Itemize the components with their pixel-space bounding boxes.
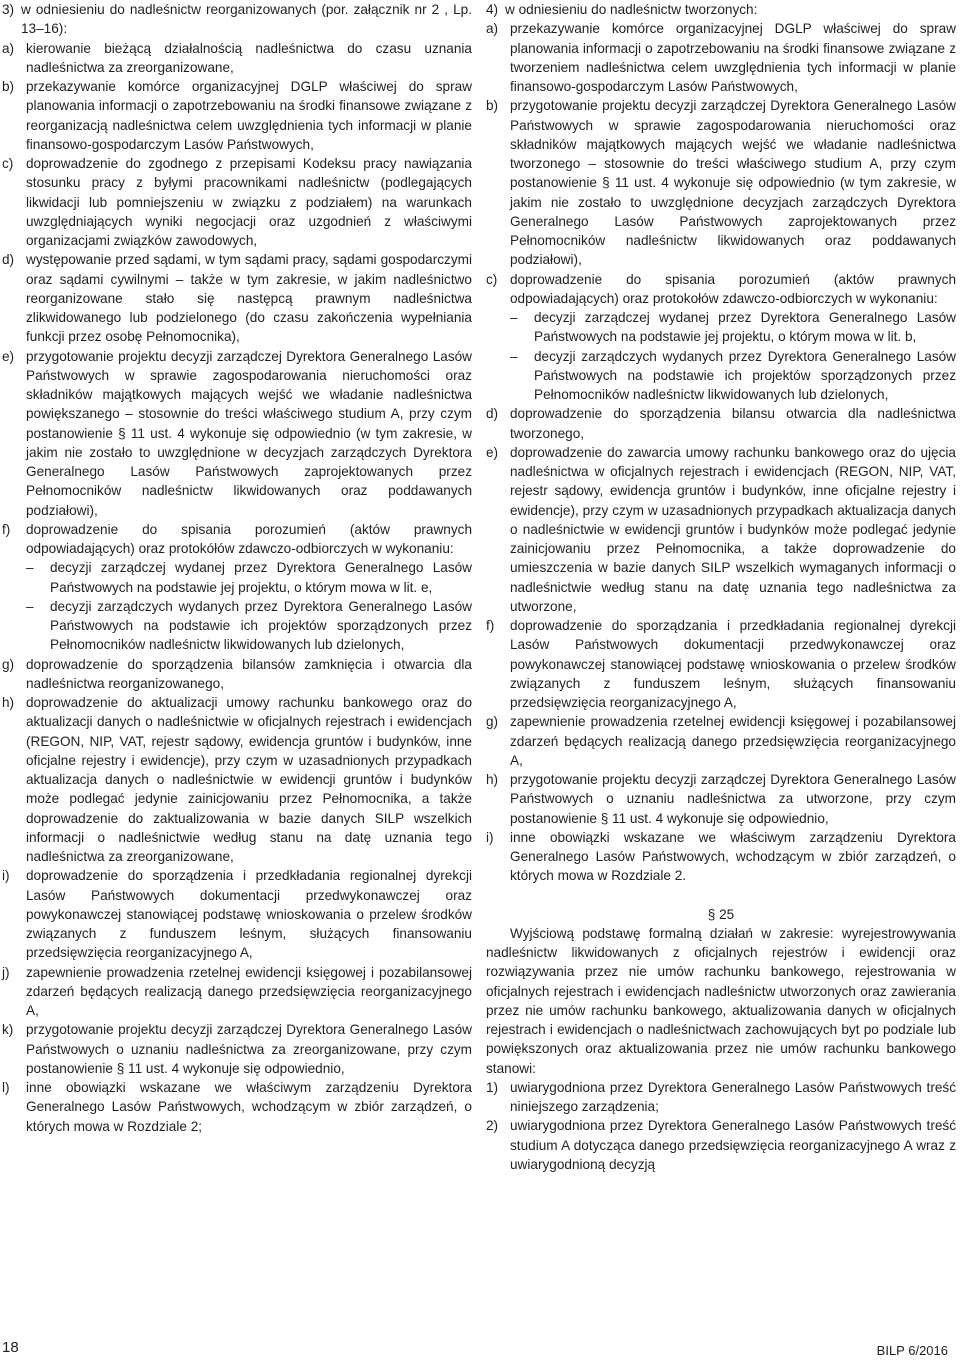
list-item-text: uwiarygodniona przez Dyrektora Generalnego Lasów Państwowych treść studium A dotycząca danego przedsięwzięcia reorganizacyjnego A wraz z uwiarygodnioną decyzją [510, 1118, 956, 1172]
list-item [2, 655, 472, 694]
publication-label: BILP 6/2016 [876, 1343, 948, 1358]
right-sublist [486, 308, 956, 404]
paragraph-text: w odniesieniu do nadleśnictw tworzonych: [505, 2, 758, 17]
list-marker: f) [2, 521, 11, 537]
list-marker: – [26, 598, 34, 614]
list-item [486, 712, 956, 770]
list-marker: d) [2, 252, 15, 268]
list-item [486, 96, 956, 269]
list-item-text: doprowadzenie do zawarcia umowy rachunku bankowego oraz do ujęcia nadleśnictwa w oficjalnych rejestrach i ewidencjach (REGON, NIP, VAT, rejestr sądowy, ewidencja gruntów i budynków, inne oficjalne rejestry i ewidencje), przy czym w uzasadnionych przypadkach aktualizacja danych o nadleśnictwie w ewidencji gruntów i budynków może podlegać jedynie zainicjowaniu przez Pełnomocnika, a także doprowadzenie do umieszczenia w bazie danych SILP wszelkich wymaganych informacji o nadleśnictwie według stanu na datę uznania tego nadleśnictwa za utworzone, [510, 444, 956, 614]
list-item-text: przygotowanie projektu decyzji zarządczej Dyrektora Generalnego Lasów Państwowych w sprawie zagospodarowania nieruchomości oraz składników majątkowych mających wejść we władanie nadleśnictwa tworzonego – stosownie do treści właściwego studium A, przy czym postanowienie § 11 ust. 4 wykonuje się odpowiednio (w tym zakresie, w jakim nie zostało to uwzględnione decyzjach zarządczych Dyrektora Generalnego Lasów Państwowych zaprojektowanych przez Pełnomocników nadleśnictw likwidowanych oraz poddawanych podziałowi), [510, 98, 956, 268]
left-column [2, 0, 472, 1136]
list-item [2, 77, 472, 154]
list-marker: – [510, 348, 518, 364]
list-item-text: doprowadzenie do sporządzenia i przedkładania regionalnej dyrekcji Lasów Państwowych dokumentacji przedwykonawczej oraz powykonawczej stanowiącej podstawę wnioskowania o przelew środków związanych z funduszem leśnym, służących finansowaniu przedsięwzięcia reorganizacyjnego A, [26, 868, 472, 961]
list-item [2, 347, 472, 520]
list-item [2, 597, 472, 655]
list-item-text: przekazywanie komórce organizacyjnej DGLP właściwej do spraw planowania informacji o zapotrzebowaniu na środki finansowe związane z reorganizacją nadleśnictwa celem uwzględnienia tych informacji w planie finansowo-gospodarczym Lasów Państwowych, [26, 79, 472, 152]
section-list [486, 1078, 956, 1174]
list-item-text: uwiarygodniona przez Dyrektora Generalnego Lasów Państwowych treść niniejszego zarządzenia; [510, 1079, 956, 1114]
list-marker: i) [486, 829, 494, 845]
list-item [486, 347, 956, 405]
list-marker: b) [2, 79, 15, 94]
list-marker: k) [2, 1022, 14, 1038]
left-intro [2, 0, 472, 39]
left-list [2, 39, 472, 559]
list-item-text: doprowadzenie do sporządzania i przedkładania regionalnej dyrekcji Lasów Państwowych dokumentacji przedwykonawczej oraz powykonawczej stanowiącej podstawę wnioskowania o przelew środków związanych z funduszem leśnym, służących finansowaniu przedsięwzięcia reorganizacyjnego A, [510, 618, 956, 710]
list-item [486, 828, 956, 886]
list-item-text: doprowadzenie do zgodnego z przepisami Kodeksu pracy nawiązania stosunku pracy z byłymi pracownikami nadleśnictw (podlegających likwidacji lub pomniejszeniu w związku z podziałem) na warunkach uwzględniających wyniki negocjacji oraz uzgodnień z właściwymi organizacjami związków zawodowych, [26, 156, 472, 248]
list-item [2, 250, 472, 346]
list-marker: a) [486, 21, 499, 37]
list-marker: b) [486, 98, 499, 114]
list-item [2, 866, 472, 962]
paragraph-text: w odniesieniu do nadleśnictw reorganizowanych (por. załącznik nr 2 , Lp. 13–16): [21, 2, 472, 37]
list-item-text: zapewnienie prowadzenia rzetelnej ewidencji księgowej i pozabilansowej zdarzeń będących realizacją danego przedsięwzięcia reorganizacyjnego A, [26, 964, 472, 1018]
list-item-text: doprowadzenie do sporządzenia bilansu otwarcia dla nadleśnictwa tworzonego, [510, 406, 956, 441]
list-item-text: przygotowanie projektu decyzji zarządczej Dyrektora Generalnego Lasów Państwowych o uznaniu nadleśnictwa za zreorganizowane, przy czym postanowienie § 11 ust. 4 wykonuje się odpowiednio, [26, 1022, 472, 1076]
list-marker: e) [2, 348, 15, 364]
list-item-text: doprowadzenie do aktualizacji umowy rachunku bankowego oraz do aktualizacji danych o nadleśnictwie w oficjalnych rejestrach i ewidencjach (REGON, NIP, VAT, rejestr sądowy, ewidencja gruntów i budynków, inne oficjalne rejestry i ewidencje), przy czym w uzasadnionych przypadkach aktualizacja danych o nadleśnictwie w ewidencji gruntów i budynków może podlegać jedynie zainicjowaniu przez Pełnomocnika, a także doprowadzenie do zaktualizowania w bazie danych SILP wszelkich informacji o nadleśnictwie według stanu na datę uznania tego nadleśnictwa za zreorganizowane, [26, 695, 472, 864]
list-item-text: doprowadzenie do spisania porozumień (aktów prawnych odpowiadających) oraz protokołów zdawczo-odbiorczych w wykonaniu: [510, 271, 956, 306]
list-marker: 3) [2, 2, 15, 17]
list-item [486, 770, 956, 828]
list-marker: i) [2, 868, 10, 884]
list-marker: 1) [486, 1079, 499, 1095]
list-item-text: decyzji zarządczej wydanej przez Dyrektora Generalnego Lasów Państwowych na podstawie jej projektu, o którym mowa w lit. e, [50, 560, 472, 595]
list-item-text: decyzji zarządczej wydanej przez Dyrektora Generalnego Lasów Państwowych na podstawie jej projektu, o którym mowa w lit. b, [534, 310, 956, 345]
list-item [2, 520, 472, 559]
list-item [2, 693, 472, 866]
list-marker: a) [2, 40, 15, 56]
section-heading: § 25 [707, 906, 735, 922]
list-item [486, 308, 956, 347]
list-item [486, 443, 956, 616]
right-list [486, 19, 956, 308]
list-item [486, 19, 956, 96]
list-item-text: przygotowanie projektu decyzji zarządczej Dyrektora Generalnego Lasów Państwowych o uznaniu nadleśnictwa za utworzone, przy czym postanowienie § 11 ust. 4 wykonuje się odpowiednio, [510, 772, 956, 826]
list-item-text: decyzji zarządczych wydanych przez Dyrektora Generalnego Lasów Państwowych na podstawie ich projektów sporządzonych przez Pełnomocników nadleśnictw likwidowanych lub dzielonych, [534, 348, 956, 402]
list-item [486, 404, 956, 443]
list-item-text: inne obowiązki wskazane we właściwym zarządzeniu Dyrektora Generalnego Lasów Państwowych, wchodzącym w zbiór zarządzeń, o których mowa w Rozdziale 2. [510, 829, 956, 884]
list-marker: – [510, 310, 518, 325]
list-item-text: zapewnienie prowadzenia rzetelnej ewidencji księgowej i pozabilansowej zdarzeń będących realizacją danego przedsięwzięcia reorganizacyjnego A, [510, 714, 956, 768]
list-marker: 4) [486, 2, 499, 17]
list-item-text: przygotowanie projektu decyzji zarządczej Dyrektora Generalnego Lasów Państwowych w sprawie zagospodarowania nieruchomości oraz składników majątkowych mających wejść we władanie nadleśnictwa powiększanego – stosownie do treści właściwego studium A, przy czym postanowienie § 11 ust. 4 wykonuje się odpowiednio (w tym zakresie, w jakim nie zostało to uwzględnione w decyzjach zarządczych Dyrektora Generalnego Lasów Państwowych zaprojektowanych przez Pełnomocników nadleśnictw likwidowanych oraz poddawanych podziałowi), [26, 348, 472, 518]
page-number: 18 [2, 1339, 19, 1356]
section-paragraph: Wyjściową podstawę formalną działań w zakresie: wyrejestrowywania nadleśnictw likwidowanych z oficjalnych rejestrów i ewidencji oraz rozwiązywania przez nie umów rachunku bankowego, rejestrowania w oficjalnych rejestrach i ewidencjach nadleśnictw utworzonych oraz zawierania przez nie umów rachunku bankowego, aktualizowania danych w oficjalnych rejestrach i ewidencjach o nadleśnictwach zachowujących byt po podziale lub powiększonych oraz aktualizowania przez nie umów rachunku bankowego stanowi: [486, 925, 956, 1076]
list-marker: j) [2, 964, 10, 980]
right-column [486, 0, 956, 1174]
list-item-text: decyzji zarządczych wydanych przez Dyrektora Generalnego Lasów Państwowych na podstawie ich projektów sporządzonych przez Pełnomocników nadleśnictw likwidowanych lub dzielonych, [50, 598, 472, 653]
list-item [486, 270, 956, 309]
left-sublist [2, 558, 472, 654]
list-marker: g) [486, 714, 499, 730]
list-item-text: kierowanie bieżącą działalnością nadleśnictwa do czasu uznania nadleśnictwa za zreorganizowane, [26, 40, 472, 75]
list-item-text: doprowadzenie do sporządzenia bilansów zamknięcia i otwarcia dla nadleśnictwa reorganizowanego, [26, 656, 472, 691]
right-intro [486, 0, 956, 19]
list-marker: 2) [486, 1118, 499, 1134]
list-marker: h) [486, 772, 499, 787]
list-marker: g) [2, 656, 15, 672]
list-marker: d) [486, 406, 499, 422]
list-item [2, 963, 472, 1021]
left-list-continued [2, 655, 472, 1136]
list-item-text: przekazywanie komórce organizacyjnej DGLP właściwej do spraw planowania informacji o zapotrzebowaniu na środki finansowe związane z tworzeniem nadleśnictwa celem uwzględnienia tych informacji w planie finansowo-gospodarczym Lasów Państwowych, [510, 21, 956, 94]
list-marker: h) [2, 695, 15, 710]
list-marker: l) [2, 1080, 10, 1095]
list-item [2, 154, 472, 250]
list-marker: e) [486, 444, 499, 460]
list-marker: f) [486, 618, 495, 633]
right-list-continued [486, 404, 956, 885]
list-item [2, 558, 472, 597]
list-marker: – [26, 560, 34, 576]
list-item [486, 616, 956, 712]
list-item-text: inne obowiązki wskazane we właściwym zarządzeniu Dyrektora Generalnego Lasów Państwowych, wchodzącym w zbiór zarządzeń, o których mowa w Rozdziale 2; [26, 1080, 472, 1134]
list-marker: c) [486, 271, 498, 287]
list-item [486, 1078, 956, 1117]
list-marker: c) [2, 156, 14, 171]
list-item [2, 1020, 472, 1078]
list-item [2, 1078, 472, 1136]
list-item-text: doprowadzenie do spisania porozumień (aktów prawnych odpowiadających) oraz protokółów zdawczo-odbiorczych w wykonaniu: [26, 521, 472, 556]
list-item [2, 39, 472, 78]
list-item-text: występowanie przed sądami, w tym sądami pracy, sądami gospodarczymi oraz sądami cywilnymi – także w tym zakresie, w jakim nadleśnictwo reorganizowane stało się następcą prawnym nadleśnictwa zlikwidowanego lub podzielonego (do czasu zakończenia wypełniania funkcji przez osobę Pełnomocnika), [26, 252, 472, 345]
list-item [486, 1116, 956, 1174]
